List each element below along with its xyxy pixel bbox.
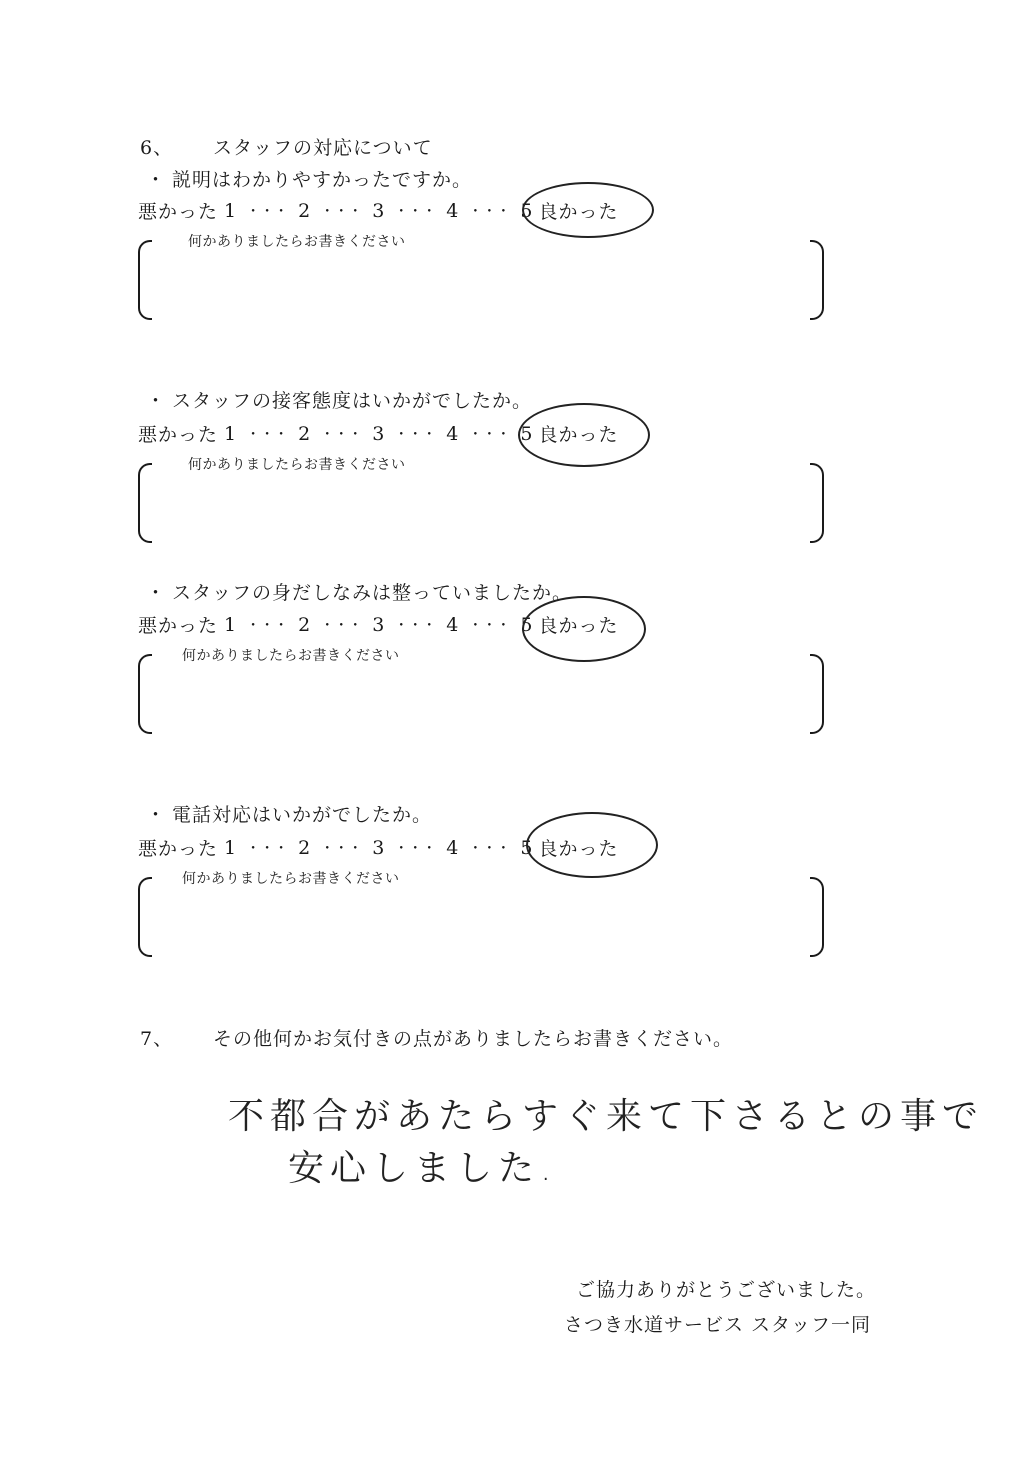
answer-circle-mark: [522, 182, 654, 238]
comment-box-right-bracket: [810, 877, 824, 957]
scale-separator: ・・・: [468, 617, 511, 634]
answer-circle-mark: [518, 403, 650, 467]
scale-point-2[interactable]: 2: [298, 836, 311, 859]
scale-separator: ・・・: [468, 840, 511, 857]
scale-separator: ・・・: [394, 203, 437, 220]
scale-point-2[interactable]: 2: [298, 613, 311, 636]
scale-separator: ・・・: [468, 203, 511, 220]
closing-thanks: ご協力ありがとうございました。: [576, 1279, 877, 1301]
scale-separator: ・・・: [320, 840, 363, 857]
scale-bad-label: 悪かった: [138, 615, 219, 637]
comment-box-1[interactable]: [152, 244, 802, 314]
scale-good-label: 良かった: [538, 424, 619, 446]
question-1-bullet: ・: [146, 169, 167, 191]
scale-point-5[interactable]: 5: [520, 199, 533, 222]
question-4-text: 電話対応はいかがでしたか。: [172, 804, 433, 826]
comment-box-2[interactable]: [152, 467, 802, 537]
scale-separator: ・・・: [394, 617, 437, 634]
question-3-text: スタッフの身だしなみは整っていましたか。: [172, 582, 573, 604]
scale-point-5[interactable]: 5: [520, 613, 533, 636]
comment-box-left-bracket: [138, 463, 152, 543]
scale-point-1[interactable]: 1: [224, 836, 237, 859]
scale-good-label: 良かった: [538, 201, 619, 223]
scale-point-3[interactable]: 3: [372, 199, 385, 222]
scale-separator: ・・・: [246, 203, 289, 220]
question-4-bullet: ・: [146, 804, 167, 826]
comment-box-left-bracket: [138, 877, 152, 957]
scale-point-4[interactable]: 4: [446, 836, 459, 859]
scale-point-5[interactable]: 5: [520, 836, 533, 859]
scale-point-3[interactable]: 3: [372, 422, 385, 445]
scale-point-3[interactable]: 3: [372, 836, 385, 859]
answer-circle-mark: [526, 812, 658, 878]
comment-box-left-bracket: [138, 240, 152, 320]
handwritten-comment-line-2: 安心しました.: [288, 1148, 558, 1189]
closing-signature: さつき水道サービス スタッフ一同: [564, 1314, 872, 1336]
comment-box-4[interactable]: [152, 881, 802, 951]
comment-box-right-bracket: [810, 240, 824, 320]
question-2-bullet: ・: [146, 390, 167, 412]
comment-box-right-bracket: [810, 463, 824, 543]
scale-separator: ・・・: [320, 203, 363, 220]
scale-point-3[interactable]: 3: [372, 613, 385, 636]
section-6-number: 6、: [140, 137, 174, 159]
scale-point-4[interactable]: 4: [446, 422, 459, 445]
scale-separator: ・・・: [320, 617, 363, 634]
scale-separator: ・・・: [394, 426, 437, 443]
scale-good-label: 良かった: [538, 838, 619, 860]
handwritten-comment-line-1: 不都合があたらすぐ来て下さるとの事で: [228, 1096, 985, 1137]
scale-point-1[interactable]: 1: [224, 422, 237, 445]
scale-bad-label: 悪かった: [138, 424, 219, 446]
scale-point-4[interactable]: 4: [446, 613, 459, 636]
question-2-text: スタッフの接客態度はいかがでしたか。: [172, 390, 533, 412]
scale-point-5[interactable]: 5: [520, 422, 533, 445]
scale-bad-label: 悪かった: [138, 201, 219, 223]
comment-box-3[interactable]: [152, 658, 802, 728]
scale-point-4[interactable]: 4: [446, 199, 459, 222]
comment-box-right-bracket: [810, 654, 824, 734]
section-6-title: スタッフの対応について: [213, 137, 433, 159]
scale-separator: ・・・: [246, 617, 289, 634]
section-7-title: その他何かお気付きの点がありましたらお書きください。: [213, 1028, 734, 1050]
scale-separator: ・・・: [468, 426, 511, 443]
question-3-bullet: ・: [146, 582, 167, 604]
scale-point-1[interactable]: 1: [224, 613, 237, 636]
scale-separator: ・・・: [320, 426, 363, 443]
scale-point-2[interactable]: 2: [298, 422, 311, 445]
comment-prompt-4: 何かありましたらお書きください: [182, 871, 400, 887]
comment-box-left-bracket: [138, 654, 152, 734]
scale-separator: ・・・: [394, 840, 437, 857]
scale-bad-label: 悪かった: [138, 838, 219, 860]
comment-prompt-2: 何かありましたらお書きください: [188, 457, 406, 473]
scale-point-1[interactable]: 1: [224, 199, 237, 222]
scale-separator: ・・・: [246, 426, 289, 443]
answer-circle-mark: [522, 596, 646, 662]
scale-separator: ・・・: [246, 840, 289, 857]
scale-point-2[interactable]: 2: [298, 199, 311, 222]
comment-prompt-1: 何かありましたらお書きください: [188, 234, 406, 250]
scale-good-label: 良かった: [538, 615, 619, 637]
section-7-number: 7、: [140, 1028, 174, 1050]
question-1-text: 説明はわかりやすかったですか。: [172, 169, 473, 191]
comment-prompt-3: 何かありましたらお書きください: [182, 648, 400, 664]
